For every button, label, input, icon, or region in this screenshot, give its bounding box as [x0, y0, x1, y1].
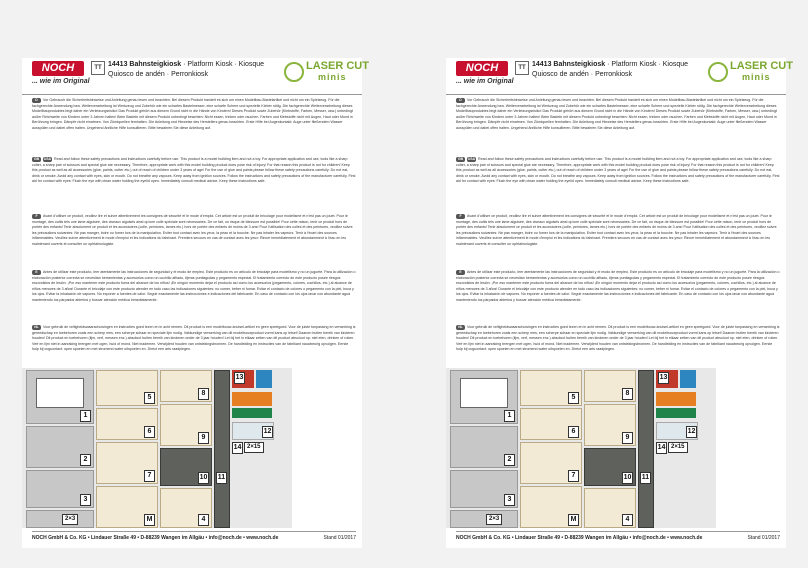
gauge-badge: TT [515, 61, 529, 75]
qty-tag: 2×3 [486, 514, 502, 525]
flag-de-icon: D [456, 98, 465, 103]
part-1-window [36, 378, 84, 408]
part-number: 4 [622, 514, 633, 526]
instructions-de: D Vor Gebrauch die Sicherheitshinweise und Anleitung genau lesen und beachten. Bei diesem Produkt handelt es sich um einen Modellbau-Bastelartikel und nicht um ein Spielzeug. Für die fachgerechte Anwendung bzw. Weiterverarbeitung ist Werkzeug und Zubehör wie ein scharfes Bastelmesser, eine scharfe Schere und spezielle Kleber nötig. Die fachgerechte Weiterverarbeitung dieses Modellbauproduktes birgt daher ein Verletzungsrisiko! Das Produkt gehört aus diesem Grund nicht in die Hände von Kindern! Dieses Produkt sowie Zubehör (Klebstoffe, Farben, Messer, usw.) unbedingt außer Reichweite von Kindern unter 3 Jahren halten! Beim Basteln mit diesem Produkt unbedingt beachten: Nicht essen, trinken oder rauchen. Farben und Klebstoffe nicht mit Augen, Haut oder Mund in Berührung bringen. Dämpfe nicht einatmen. Von Zündquellen fernhalten. Die Anleitung und Hinweise des Herstellers genau beachten. Erste Hilfe bei Augenkontakt: Auge unter fließendem Wasser ausspülen und dabei offen halten. Ungehend ärztliche Hilfe konsultieren. Bitte bewahren Sie diese Anleitung auf. [456, 98, 777, 130]
instructions-fr: F Avant d'utiliser ce produit, veuillez lire et suivre attentivement les consignes de sécurité et le mode d'emploi. Cet article est un produit de bricolage pour modélisme et n'est pas un jouet. Pour le montage, des outils tels une lame aiguisée, des ciseaux aiguisés ainsi qu'une colle spéciale sont nécessaires. De ce fait, un risque de blessure est possible! Pour cette raison, tenir ce produit hors de portée des enfants! Tenir absolument ce produit et les accessoires (colle, peintures, lames etc.) hors de portée des enfants de moins de 3 ans! Pour l'utilisation des colles et des peintures, veuillez suivre les précautions suivantes: Ne pas manger, boire ou fumer lors de la manipulation. Eviter tout contact avec les yeux, la peau et la bouche. Ne pas inhaler les vapeurs. Tenir à l'écart des sources inflammables. Veuillez suivre attentivement le mode d'emploi et les indications du fabricant. Premiers secours en cas de contact avec les yeux: Rincer immédiatement et abondamment à l'eau en les maintenant ouverts et consulter un ophtalmologiste. [456, 214, 777, 246]
instructions-fr: F Avant d'utiliser ce produit, veuillez lire et suivre attentivement les consignes de sécurité et le mode d'emploi. Cet article est un produit de bricolage pour modélisme et n'est pas un jouet. Pour le montage, des outils tels une lame aiguisée, des ciseaux aiguisés ainsi qu'une colle spéciale sont nécessaires. De ce fait, un risque de blessure est possible! Pour cette raison, tenir ce produit hors de portée des enfants! Tenir absolument ce produit et les accessoires (colle, peintures, lames etc.) hors de portée des enfants de moins de 3 ans! Pour l'utilisation des colles et des peintures, veuillez suivre les précautions suivantes: Ne pas manger, boire ou fumer lors de la manipulation. Eviter tout contact avec les yeux, la peau et la bouche. Ne pas inhaler les vapeurs. Tenir à l'écart des sources inflammables. Veuillez suivre attentivement le mode d'emploi et les indications du fabricant. Premiers secours en cas de contact avec les yeux: Rincer immédiatement et abondamment à l'eau en les maintenant ouverts et consulter un ophtalmologiste. [32, 214, 353, 246]
instruction-page-left [22, 58, 369, 548]
part-number: 8 [622, 388, 633, 400]
parts-sheet [446, 368, 716, 528]
part-number: 11 [640, 472, 651, 484]
part-number: 13 [234, 372, 245, 384]
part-number: 1 [80, 410, 91, 422]
gauge-badge: TT [91, 61, 105, 75]
flag-usa-icon: USA [43, 157, 52, 161]
part-4 [26, 510, 94, 528]
part-number: M [144, 514, 155, 526]
page-header [22, 58, 369, 94]
footer-stand: Stand 01/2017 [323, 535, 356, 541]
part-number: 6 [144, 426, 155, 438]
part-number: 10 [198, 472, 209, 484]
part-1-window [460, 378, 508, 408]
laser-star-icon [284, 62, 304, 82]
flag-usa-icon: USA [467, 157, 476, 161]
part-11 [214, 370, 230, 528]
part-number: 2 [80, 454, 91, 466]
poster-decal [232, 392, 272, 406]
poster-decal [232, 408, 272, 418]
page-footer [456, 533, 780, 543]
part-number: 5 [144, 392, 155, 404]
page-header [446, 58, 793, 94]
footer-address: NOCH GmbH & Co. KG • Lindauer Straße 49 • D-88239 Wangen im Allgäu • info@noch.de • www.noch.de [456, 535, 703, 541]
footer-stand: Stand 01/2017 [747, 535, 780, 541]
part-number: 1 [504, 410, 515, 422]
footer-divider [32, 531, 356, 532]
noch-logo: NOCH [456, 61, 508, 76]
laser-cut-minis-logo: LASER CUT minis [284, 60, 362, 90]
part-number: 8 [198, 388, 209, 400]
part-number: 9 [622, 432, 633, 444]
slogan: ... wie im Original [456, 78, 514, 85]
slogan: ... wie im Original [32, 78, 90, 85]
flag-fr-icon: F [456, 214, 465, 219]
noch-logo: NOCH [32, 61, 84, 76]
qty-tag: 2×15 [668, 442, 688, 453]
part-11 [638, 370, 654, 528]
instructions-nl: NL Voor gebruik de veiligheidswaarschuwingen en instructies goed lezen en in acht nemen. Dit product is een modelbouw-knutsel-artikel en geen speelgoed. Voor de juiste toepassing en verwerking is gereedschap en toebehoren zoals een scherp mes, een scherpe schaar en speciale lijm nodig. Vakkundige verwerking van dit modelbouwproduct vormt kans op letsel! Daarom buiten bereik van kinderen houden! Dit product en toebehoren (lijm, verf, messen enz.) absoluut buiten bereik van kinderen onder de 3 jaar houden! Let bij het in elkaar zetten van dit product absoluut op: niet eten, drinken of roken. Verf en lijm niet in aanraking brengen met ogen, huid of mond. Niet inademen. Verwijderd houden van ontstekingsbronnen. De handleiding en instructies van de fabrikant nauwkeurig opvolgen. Eerste hulp bij oogcontact: open spoelen en met stromend water uitspoelen en. Direct een arts raadplegen. [32, 325, 356, 352]
header-divider [22, 94, 362, 95]
poster-decal [656, 408, 696, 418]
part-number: 10 [622, 472, 633, 484]
instructions-en: GB USA Read and follow these safety precautions and instructions carefully before use. This product is a model building item and not a toy. For appropriate application and use, tools like a sharp cutter, a sharp pair of scissors and special glue are necessary. Therefore, appropriate work with this model building product does pose risk of injury! For that reason this product is not for children! Keep this product as well as all accessories (glue, paints, cutter etc.) out of reach of children under 3 years of age! For the use of glue and paints please follow these safety precautions carefully: Do not eat, drink or smoke. Avoid any contact with eyes, skin or mouth. Do not breathe any vapours. Keep away from ignition sources. Follow the instructions and safety precautions of the manufacturer carefully. First aid for contact with eyes: Flush the eye with clean water holding the eyelid open. Immediately consult medical advice. Keep these instructions safe. [456, 157, 780, 184]
laser-cut-minis-logo: LASER CUT minis [708, 60, 786, 90]
footer-address: NOCH GmbH & Co. KG • Lindauer Straße 49 • D-88239 Wangen im Allgäu • info@noch.de • www.noch.de [32, 535, 279, 541]
product-title: 14413 Bahnsteigkiosk · Platform Kiosk · Kiosque [532, 61, 689, 68]
part-number: 9 [198, 432, 209, 444]
part-number: 2 [504, 454, 515, 466]
part-number: 11 [216, 472, 227, 484]
product-subtitle: Quiosco de andén · Perronkiosk [532, 71, 633, 78]
poster-decal [256, 370, 272, 388]
instruction-page-right [446, 58, 793, 548]
part-number: 4 [198, 514, 209, 526]
part-number: 5 [568, 392, 579, 404]
part-number: 7 [568, 470, 579, 482]
flag-de-icon: D [32, 98, 41, 103]
part-number: M [568, 514, 579, 526]
part-number: 14 [656, 442, 667, 454]
instructions-de: D Vor Gebrauch die Sicherheitshinweise und Anleitung genau lesen und beachten. Bei diesem Produkt handelt es sich um einen Modellbau-Bastelartikel und nicht um ein Spielzeug. Für die fachgerechte Anwendung bzw. Weiterverarbeitung ist Werkzeug und Zubehör wie ein scharfes Bastelmesser, eine scharfe Schere und spezielle Kleber nötig. Die fachgerechte Weiterverarbeitung dieses Modellbauproduktes birgt daher ein Verletzungsrisiko! Das Produkt gehört aus diesem Grund nicht in die Hände von Kindern! Dieses Produkt sowie Zubehör (Klebstoffe, Farben, Messer, usw.) unbedingt außer Reichweite von Kindern unter 3 Jahren halten! Beim Basteln mit diesem Produkt unbedingt beachten: Nicht essen, trinken oder rauchen. Farben und Klebstoffe nicht mit Augen, Haut oder Mund in Berührung bringen. Dämpfe nicht einatmen. Von Zündquellen fernhalten. Die Anleitung und Hinweise des Herstellers genau beachten. Erste Hilfe bei Augenkontakt: Auge unter fließendem Wasser ausspülen und dabei offen halten. Ungehend ärztliche Hilfe konsultieren. Bitte bewahren Sie diese Anleitung auf. [32, 98, 353, 130]
flag-es-icon: E [456, 270, 465, 275]
instructions-es: E Antes de utilizar este producto, leer atentamente las instrucciones de seguridad y el modo de empleo. Este producto es un artículo de bricolaje para modelismo y no un juguete. Para la utilización o elaboración posterior correcta se necesitan herramientas y accesorios como un cuchillo afilado, tijeras puntiagudas y pegamento especial. El tratamiento correcto de este producto posee riesgos escondidos de lesión. ¡Por eso mantener este producto fuera del alcance de los niños! ¡En ningún momento dejar el producto así como los accesorios (pegamento, colores, cuchillos, etc.) al alcance de niños menores de 3 años! Durante el bricolaje con este producto atender en todo caso las indicaciones siguientes: no comer, beber ni fumar. Evitar el contacto de colores o pegamento con la piel, boca y los ojos. Evitar la inhalación de vapores. No exponer a fuentes de calor. Seguir exactamente las instrucciones e indicaciones del fabricante. En caso de contacto con los ojos lavar con abundante agua manteniendo los párpados abiertos y buscar atención médica inmediatamente. [32, 270, 356, 302]
header-divider [446, 94, 786, 95]
flag-nl-icon: NL [456, 325, 465, 330]
part-number: 12 [686, 426, 697, 438]
instructions-nl: NL Voor gebruik de veiligheidswaarschuwingen en instructies goed lezen en in acht nemen. Dit product is een modelbouw-knutsel-artikel en geen speelgoed. Voor de juiste toepassing en verwerking is gereedschap en toebehoren zoals een scherp mes, een scherpe schaar en speciale lijm nodig. Vakkundige verwerking van dit modelbouwproduct vormt kans op letsel! Daarom buiten bereik van kinderen houden! Dit product en toebehoren (lijm, verf, messen enz.) absoluut buiten bereik van kinderen onder de 3 jaar houden! Let bij het in elkaar zetten van dit product absoluut op: niet eten, drinken of roken. Verf en lijm niet in aanraking brengen met ogen, huid of mond. Niet inademen. Verwijderd houden van ontstekingsbronnen. De handleiding en instructies van de fabrikant nauwkeurig opvolgen. Eerste hulp bij oogcontact: open spoelen en met stromend water uitspoelen en. Direct een arts raadplegen. [456, 325, 780, 352]
qty-tag: 2×3 [62, 514, 78, 525]
flag-nl-icon: NL [32, 325, 41, 330]
poster-decal [680, 370, 696, 388]
part-4 [450, 510, 518, 528]
instructions-en: GB USA Read and follow these safety precautions and instructions carefully before use. This product is a model building item and not a toy. For appropriate application and use, tools like a sharp cutter, a sharp pair of scissors and special glue are necessary. Therefore, appropriate work with this model building product does pose risk of injury! For that reason this product is not for children! Keep this product as well as all accessories (glue, paints, cutter etc.) out of reach of children under 3 years of age! For the use of glue and paints please follow these safety precautions carefully: Do not eat, drink or smoke. Avoid any contact with eyes, skin or mouth. Do not breathe any vapours. Keep away from ignition sources. Follow the instructions and safety precautions of the manufacturer carefully. First aid for contact with eyes: Flush the eye with clean water holding the eyelid open. Immediately consult medical advice. Keep these instructions safe. [32, 157, 356, 184]
part-number: 13 [658, 372, 669, 384]
product-subtitle: Quiosco de andén · Perronkiosk [108, 71, 209, 78]
laser-star-icon [708, 62, 728, 82]
parts-sheet [22, 368, 292, 528]
part-number: 12 [262, 426, 273, 438]
instructions-es: E Antes de utilizar este producto, leer atentamente las instrucciones de seguridad y el modo de empleo. Este producto es un artículo de bricolaje para modelismo y no un juguete. Para la utilización o elaboración posterior correcta se necesitan herramientas y accesorios como un cuchillo afilado, tijeras puntiagudas y pegamento especial. El tratamiento correcto de este producto posee riesgos escondidos de lesión. ¡Por eso mantener este producto fuera del alcance de los niños! ¡En ningún momento dejar el producto así como los accesorios (pegamento, colores, cuchillos, etc.) al alcance de niños menores de 3 años! Durante el bricolaje con este producto atender en todo caso las indicaciones siguientes: no comer, beber ni fumar. Evitar el contacto de colores o pegamento con la piel, boca y los ojos. Evitar la inhalación de vapores. No exponer a fuentes de calor. Seguir exactamente las instrucciones e indicaciones del fabricante. En caso de contacto con los ojos lavar con abundante agua manteniendo los párpados abiertos y buscar atención médica inmediatamente. [456, 270, 780, 302]
part-number: 6 [568, 426, 579, 438]
part-number: 3 [80, 494, 91, 506]
part-number: 14 [232, 442, 243, 454]
flag-gb-icon: GB [457, 157, 464, 161]
flag-es-icon: E [32, 270, 41, 275]
part-number: 3 [504, 494, 515, 506]
part-number: 7 [144, 470, 155, 482]
page-footer [32, 533, 356, 543]
flag-gb-icon: GB [33, 157, 40, 161]
product-title: 14413 Bahnsteigkiosk · Platform Kiosk · Kiosque [108, 61, 265, 68]
qty-tag: 2×15 [244, 442, 264, 453]
footer-divider [456, 531, 780, 532]
poster-decal [656, 392, 696, 406]
flag-fr-icon: F [32, 214, 41, 219]
